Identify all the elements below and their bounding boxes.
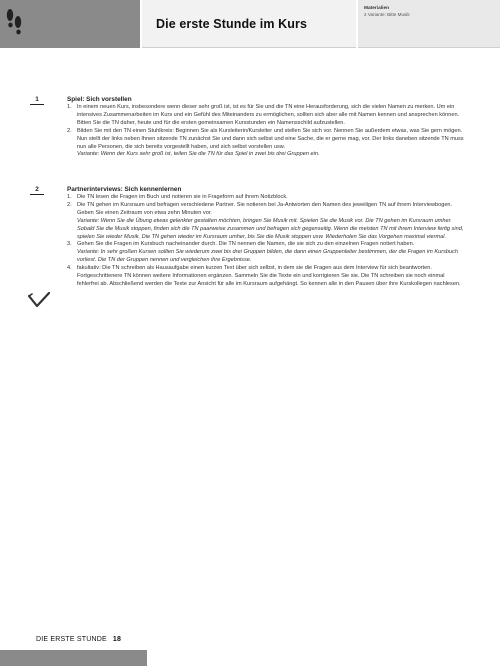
step-list [67, 194, 466, 289]
list-item: 2. Die TN gehen im Kursraum und befragen verschiedene Partner. Sie notieren bei Ja-Antworten den Namen des jeweiligen TN auf ihrem Interviewbogen. Geben Sie einen Zeitraum von etwa zehn Minuten vor. Variante: Wenn Sie die Übung etwas gelenkter gestalten möchten, bringen Sie Musik mit. Spielen Sie die Musik vor. Die TN gehen im Kursraum umher. Sobald Sie die Musik stoppen, finden sich die TN paarweise zusammen und befragen sich gegenseitig. Wenn die meisten TN mit ihrem Interview fertig sind, spielen Sie wieder Musik. Die TN gehen wieder im Kursraum umher, bis Sie die Musik stoppen usw. Wiederholen Sie das Vorgehen maximal viermal. [67, 201, 464, 240]
section-number: 1 [30, 96, 44, 105]
footer-band [0, 650, 147, 666]
materials-label: Materialien [364, 6, 390, 11]
section-title: Partnerinterviews: Sich kennenlernen [67, 186, 182, 193]
checkmark-icon [28, 292, 50, 308]
header-band-left [0, 0, 140, 48]
variant-note: Variante: Wenn Sie die Übung etwas gelenkter gestalten möchten, bringen Sie Musik mit. Spielen Sie die Musik vor. Die TN gehen im Kursraum umher. Sobald Sie die Musik stoppen, finden sich die TN paarweise zusammen und befragen sich gegenseitig. Wenn die meisten TN mit ihrem Interview fertig sind, spielen Sie wieder Musik. Die TN gehen wieder im Kursraum umher, bis Sie die Musik stoppen usw. Wiederholen Sie das Vorgehen maximal viermal. [77, 217, 464, 240]
page-number: 18 [112, 636, 122, 643]
materials-box [358, 0, 500, 48]
page-title-box [142, 0, 356, 48]
variant-note: Variante: In sehr großen Kursen sollten Sie wiederum zwei bis drei Gruppen bilden, die dann einen Gruppenleiter bestimmen, der die Fragen im Kursbuch vorliest. Die TN der Gruppen nennen und vergleichen ihre Ergebnisse. [77, 249, 458, 264]
section-number: 2 [30, 186, 44, 195]
section-title: Spiel: Sich vorstellen [67, 96, 132, 103]
list-item: 2. Bilden Sie mit den TN einen Stuhlkreis: Beginnen Sie als Kursleiterin/Kursleiter und stellen Sie sich vor. Nennen Sie außerdem etwas, was Sie gern mögen. Nun stellt der links neben Ihnen sitzende TN zunächst Sie und dann sich selbst und eine Sache, die er gerne mag, vor. Der links daneben sitzende TN muss nun alle Personen, die sich bereits vorgestellt haben, und sich selbst vorstellen usw. Variante: Wenn der Kurs sehr groß ist, teilen Sie die TN für das Spiel in zwei bis drei Gruppen ein. [67, 127, 464, 158]
list-item: 1. In einem neuen Kurs, insbesondere wenn dieser sehr groß ist, ist es für Sie und die TN eine Herausforderung, sich die vielen Namen zu merken. Um ein intensives Zusammenarbeiten im Kurs und ein Gefühl des Miteinanders zu ermöglichen, sollten sich aber alle mit Namen kennen und ansprechen können. Bitten Sie die TN daher, heute und für die ersten gemeinsamen Kursstunden ein Namensschild aufzustellen. [67, 104, 460, 126]
section-2 [34, 186, 466, 289]
list-item: 4. fakultativ: Die TN schreiben als Hausaufgabe einen kurzen Text über sich selbst, in dem sie die Fragen aus dem Interview für sich beantworten. Fortgeschrittenere TN können weitere Informationen ergänzen. Sammeln Sie die Texte ein und korrigieren Sie sie. Die TN schreiben sie noch einmal fehlerfrei ab. Abschließend werden die Texte zur Ansicht für alle im Kursraum aufgehängt. So kennen alle in den Pausen über ihre Kurskollegen nachlesen. [67, 265, 461, 287]
footer-section-name: DIE ERSTE STUNDE [36, 636, 107, 643]
page-title: Die erste Stunde im Kurs [156, 16, 308, 31]
footer-label [36, 636, 121, 643]
list-item: 1. Die TN lesen die Fragen im Buch und notieren sie in Frageform auf ihrem Notizblock. [67, 194, 288, 200]
footprints-icon [4, 6, 24, 40]
step-list [67, 104, 466, 159]
section-1 [34, 96, 466, 159]
variant-note: Variante: Wenn der Kurs sehr groß ist, teilen Sie die TN für das Spiel in zwei bis drei Gruppen ein. [77, 151, 320, 158]
list-item: 3. Gehen Sie die Fragen im Kursbuch nacheinander durch. Die TN nennen die Namen, die sie sich zu den einzelnen Fragen notiert haben. Variante: In sehr großen Kursen sollten Sie wiederum zwei bis drei Gruppen bilden, die dann einen Gruppenleiter bestimmen, der die Fragen im Kursbuch vorliest. Die TN der Gruppen nennen und vergleichen ihre Ergebnisse. [67, 241, 458, 264]
materials-value: 2 Variante: Bitte Musik [364, 12, 410, 17]
